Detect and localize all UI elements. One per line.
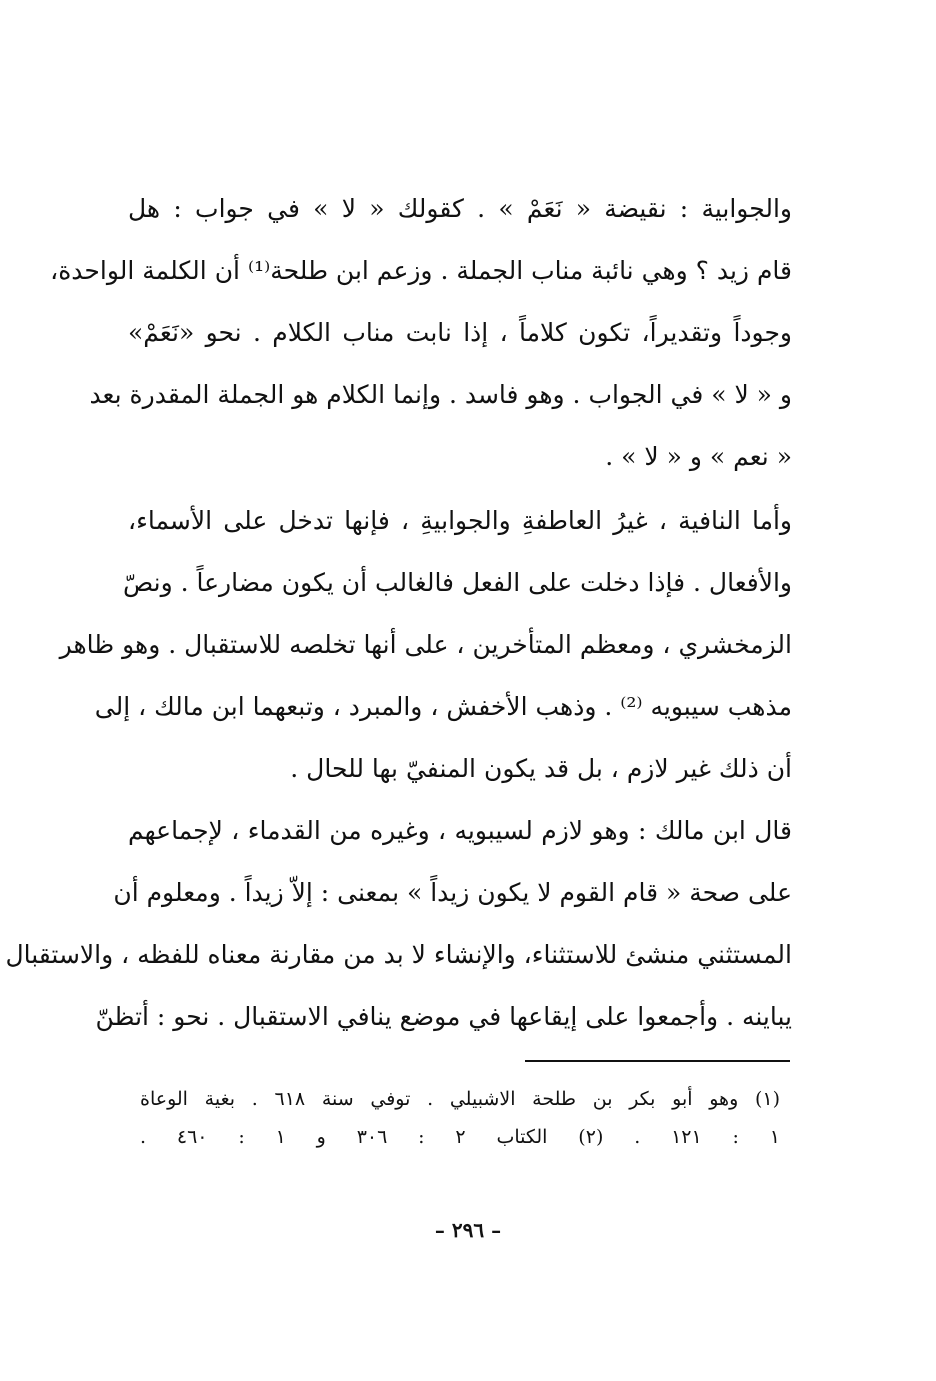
paragraph-2 — [59, 490, 792, 800]
footnotes — [140, 1080, 780, 1156]
footnote-divider — [525, 1060, 790, 1062]
paragraph-2-line-3: الزمخشري ، ومعظم المتأخرين ، على أنها تخلصه للاستقبال . وهو ظاهر — [59, 630, 792, 659]
paragraph-1-line-4: و « لا » في الجواب . وهو فاسد . وإنما الكلام هو الجملة المقدرة بعد — [89, 380, 792, 409]
paragraph-3-line-3: المستثني منشئ للاستثناء، والإنشاء لا بد من مقارنة معناه للفظه ، والاستقبال — [5, 940, 792, 969]
paragraph-1-line-5: « نعم » و « لا » . — [605, 442, 792, 471]
paragraph-2-line-4: مذهب سيبويه ⁽²⁾ . وذهب الأخفش ، والمبرد ، وتبعهما ابن مالك ، إلى — [94, 692, 792, 721]
paragraph-3-line-2: على صحة « قام القوم لا يكون زيداً » بمعنى : إلاّ زيداً . ومعلوم أن — [113, 878, 792, 907]
paragraph-3-line-4: يباينه . وأجمعوا على إيقاعها في موضع ينافي الاستقبال . نحو : أتظنّ — [95, 1002, 792, 1031]
paragraph-1-line-2: قام زيد ؟ وهي نائبة مناب الجملة . وزعم ابن طلحة⁽¹⁾ أن الكلمة الواحدة، — [50, 256, 792, 285]
paragraph-1 — [50, 178, 792, 488]
paragraph-2-line-2: والأفعال . فإذا دخلت على الفعل فالغالب أن يكون مضارعاً . ونصّ — [123, 568, 792, 597]
paragraph-1-line-3: وجوداً وتقديراً، تكون كلاماً ، إذا نابت مناب الكلام . نحو «نَعَمْ» — [128, 318, 792, 347]
paragraph-3-line-1: قال ابن مالك : وهو لازم لسيبويه ، وغيره من القدماء ، لإجماعهم — [128, 816, 792, 845]
paragraph-2-line-1: وأما النافية ، غيرُ العاطفةِ والجوابيةِ ، فإنها تدخل على الأسماء، — [128, 506, 792, 535]
footnote-line-1: (١) وهو أبو بكر بن طلحة الاشبيلي . توفي سنة ٦١٨ . بغية الوعاة — [140, 1088, 781, 1110]
paragraph-2-line-5: أن ذلك غير لازم ، بل قد يكون المنفيّ بها للحال . — [290, 754, 792, 783]
paragraph-3 — [5, 800, 792, 1048]
paragraph-1-line-1: والجوابية : نقيضة « نَعَمْ » . كقولك « لا » في جواب : هل — [128, 194, 792, 223]
page-number: – ٢٩٦ – — [434, 1218, 502, 1242]
footnote-line-2: ١ : ١٢١ . (٢) الكتاب ٢ : ٣٠٦ و ١ : ٤٦٠ . — [140, 1126, 781, 1148]
